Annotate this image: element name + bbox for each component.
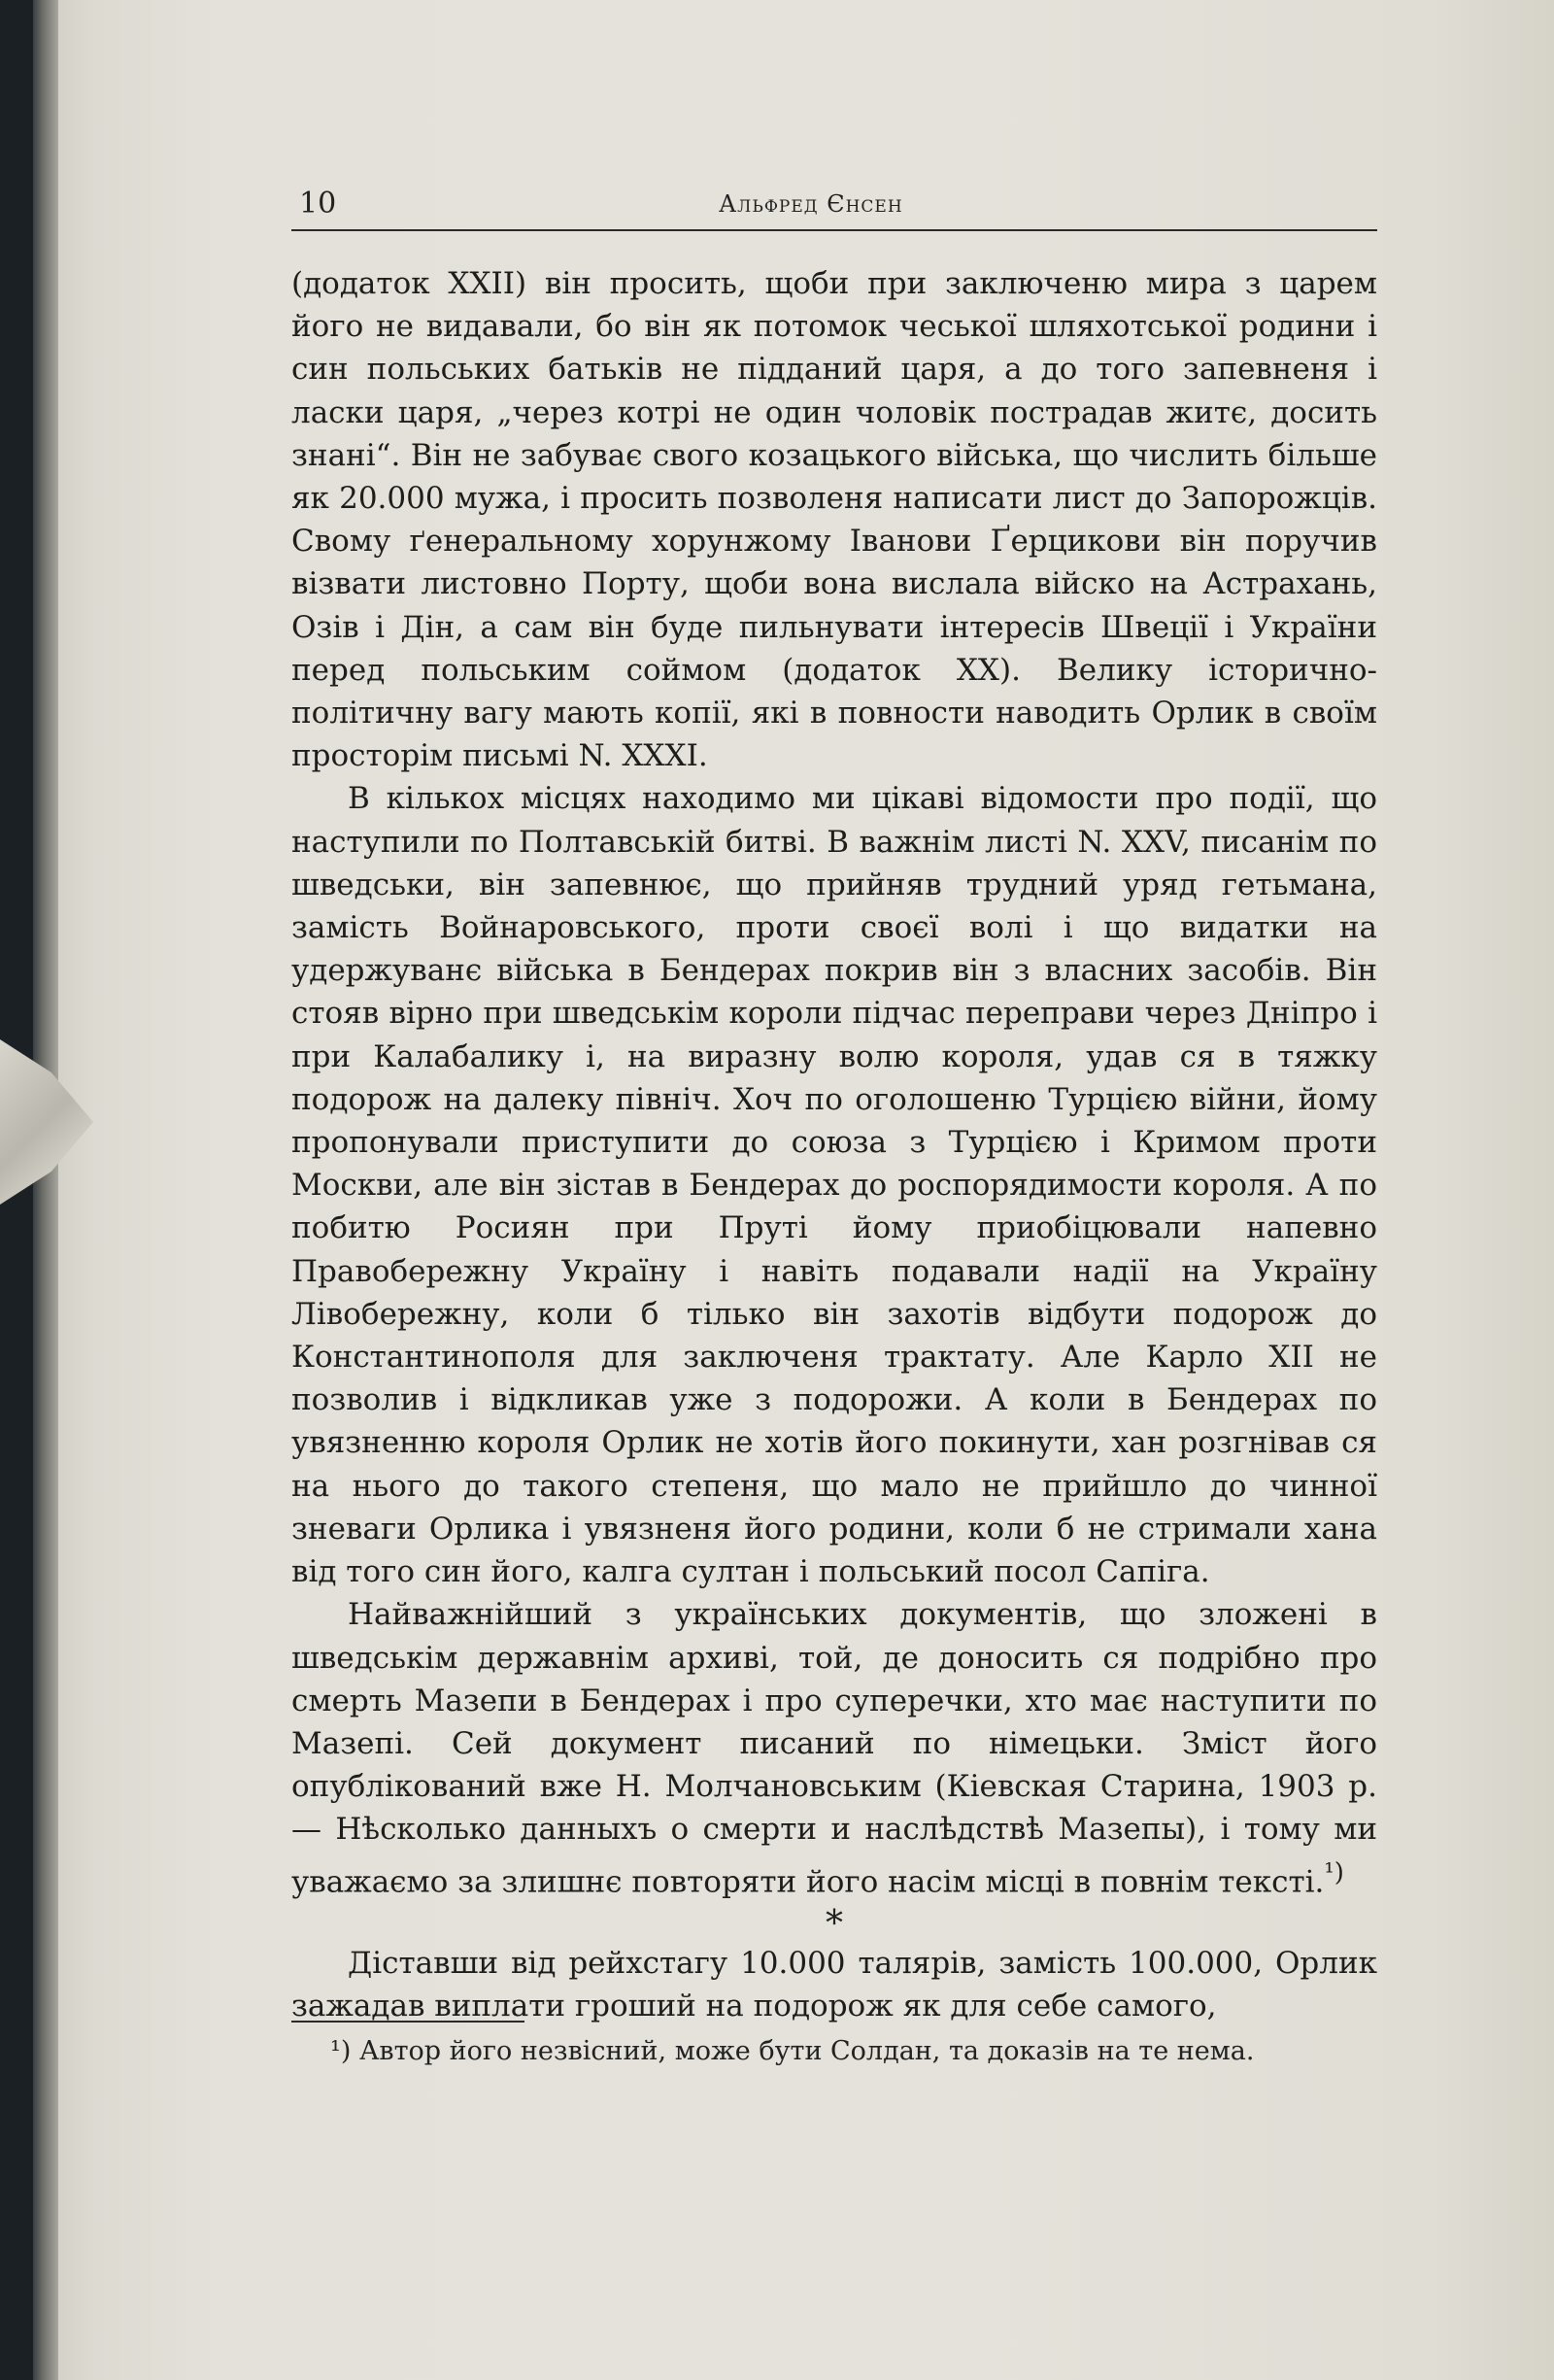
- footnote-marker: ¹): [330, 2036, 352, 2066]
- paragraph-text: Найважнійший з українських документів, що зложені в шведськім державнім архиві, той, де доносить ся подрібно про смерть Мазепи в Бендерах і про суперечки, хто має наступити по Мазепі. Сей документ писаний по німецьки. Зміст його опублікований вже Н. Молчановським (Кіевская Старина, 1903 р. — Нѣсколько данныхъ о смерти и наслѣдствѣ Мазепы), і тому ми уважаємо за злишнє повторяти його насім місці в повнім тексті.: [291, 1597, 1377, 1899]
- paragraph: [291, 1593, 1377, 1903]
- paragraph: В кількох місцях находимо ми цікаві відомости про події, що наступили по Полтавській битві. В важнім листі N. XXV, писанім по шведськи, він запевнює, що прийняв трудний уряд гетьмана, замість Войнаровського, проти своєї волі і що видатки на удержуванє війська в Бендерах покрив він з власних засобів. Він стояв вірно при шведськім короли підчас переправи через Дніпро і при Калабалику і, на виразну волю короля, удав ся в тяжку подорож на далеку північ. Хоч по оголошеню Турцією війни, йому пропонували приступити до союза з Турцією і Кримом проти Москви, але він зістав в Бендерах до роспорядимости короля. А по побитю Росиян при Пруті йому приобіцювали напевно Правобережну Україну і навіть подавали надії на Україну Лівобережну, коли б тілько він захотів відбути подорож до Константинополя для заключеня трактату. Але Карло XII не позволив і відкликав уже з подорожи. А коли в Бендерах по увязненню короля Орлик не хотів його покинути, хан розгнівав ся на нього до такого степеня, що мало не прийшло до чинної зневаги Орлика і увязненя його родини, коли б не стримали хана від того син його, калга султан і польський посол Сапіга.: [291, 781, 1377, 1590]
- footnote: [330, 2032, 1379, 2071]
- footnote-text: Автор його незвісний, може бути Солдан, та доказів на те нема.: [358, 2036, 1255, 2066]
- footnote-rule: [291, 2021, 524, 2023]
- paragraph: Діставши від рейхстагу 10.000 талярів, замість 100.000, Орлик зажадав виплати гроший на подорож як для себе самого,: [291, 1946, 1377, 2024]
- page-header: [291, 187, 1377, 231]
- paragraph: (додаток XXII) він просить, щоби при заключеню мира з царем його не видавали, бо він як потомок чеської шляхотської родини і син польських батьків не підданий царя, а до того запевненя і ласки царя, „через котрі не один чоловік пострадав житє, досить знані“. Він не забуває свого козацького війська, що числить більше як 20.000 мужа, і просить позволеня написати лист до Запорожців. Свому ґенеральному хорунжому Іванови Ґерцикови він поручив візвати листовно Порту, щоби вона вислала війско на Астрахань, Озів і Дін, а сам він буде пильнувати інтересів Швеції і України перед польським соймом (додаток XX). Велику історично-політичну вагу мають копії, які в повности наводить Орлик в своїм просторім письмі N. XXXI.: [291, 266, 1377, 774]
- page-number: 10: [299, 187, 337, 221]
- footnote-reference: ¹): [1324, 1857, 1344, 1887]
- body-text: [291, 262, 1377, 2027]
- section-separator: *: [826, 1904, 843, 1945]
- page-edge: [33, 0, 58, 2380]
- running-head: Альфред Єнсен: [719, 190, 903, 218]
